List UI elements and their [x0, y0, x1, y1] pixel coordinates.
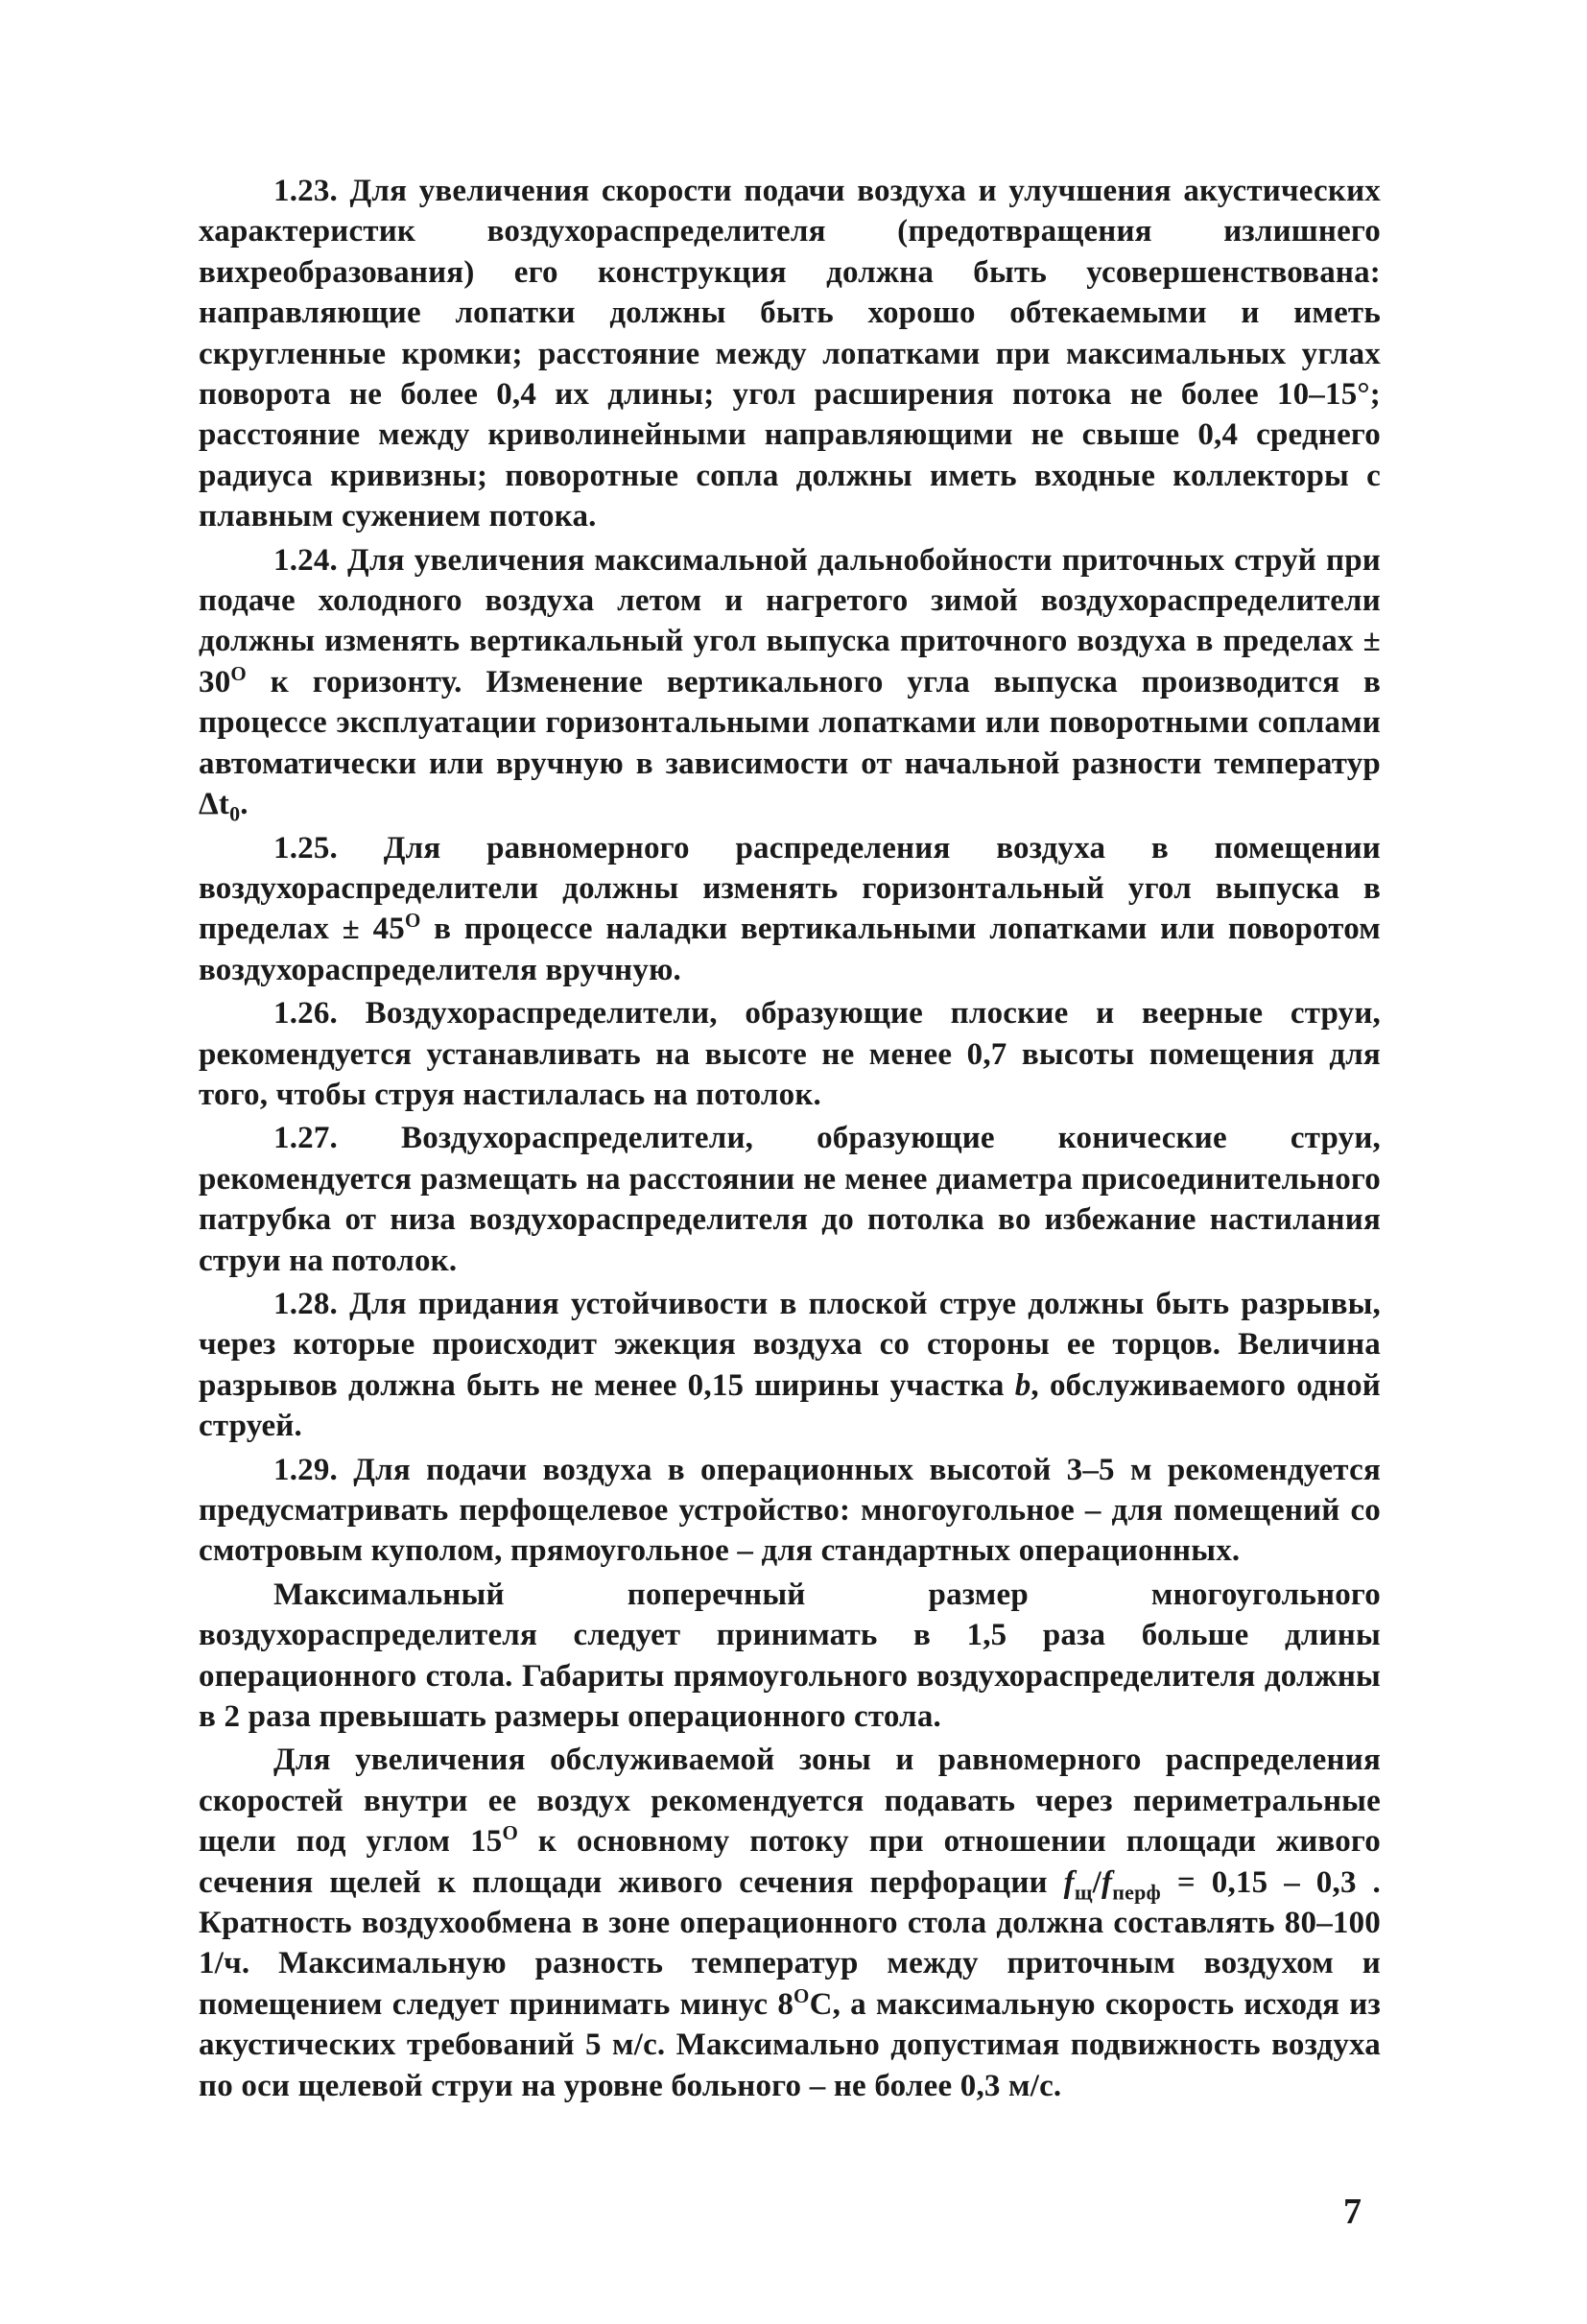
page-number: 7 [1343, 2192, 1362, 2232]
paragraph-number: 1.25. [273, 830, 338, 866]
paragraph-1-28 [199, 1284, 1381, 1447]
paragraph-text: С, а максимальную скорость исходя из акустических требований 5 м/с. Максимально допустимая подвижность воздуха по оси щелевой струи на уровне больного – не более 0,3 м/с. [199, 1986, 1381, 2103]
paragraph-text: Воздухораспределители, образующие конические струи, рекомендуется размещать на расстоянии не менее диаметра присоединительного патрубка от низа воздухораспределителя до потолка во избежание настилания струи на потолок. [199, 1121, 1382, 1278]
paragraph-text: Для увеличения максимальной дальнобойности приточных струй при подаче холодного воздуха летом и нагретого зимой воздухораспределители должны изменять вертикальный угол выпуска приточного воздуха в пределах ± 30 [199, 542, 1382, 700]
formula-value: = 0,15 – 0,3 . [1160, 1864, 1381, 1900]
formula-slash: / [1092, 1864, 1102, 1900]
variable-b: b [1014, 1367, 1031, 1403]
formula-f-slot: f [1063, 1864, 1075, 1900]
paragraph-text: к основному потоку при отношении площади живого сечения щелей к площади живого сечения перфорации [199, 1824, 1381, 1900]
paragraph-max-size [199, 1575, 1381, 1738]
paragraph-number: 1.29. [273, 1452, 338, 1487]
formula-subscript-slot: щ [1074, 1880, 1093, 1905]
paragraph-number: 1.27. [273, 1121, 338, 1156]
paragraph-1-23 [199, 171, 1381, 537]
paragraph-text: Для подачи воздуха в операционных высотой 3–5 м рекомендуется предусматривать перфощелевое устройство: многоугольное – для помещений со смотровым куполом, прямоугольное – для стандартных операционных. [199, 1452, 1381, 1569]
paragraph-text: Для равномерного распределения воздуха в помещении воздухораспределители должны изменять горизонтальный угол выпуска в пределах ± 45 [199, 830, 1381, 947]
paragraph-text: Воздухораспределители, образующие плоские и веерные струи, рекомендуется устанавливать на высоте не менее 0,7 высоты помещения для того, чтобы струя настилалась на потолок. [199, 996, 1381, 1112]
paragraph-number: 1.24. [273, 542, 338, 578]
paragraph-text: Кратность воздухообмена в зоне операционного стола должна составлять 80–100 1/ч. Максимальную разность температур между приточным воздухом и помещением следует принимать минус 8 [199, 1906, 1381, 2022]
degree-mark: O [794, 1983, 810, 2007]
degree-mark: O [230, 661, 247, 685]
paragraph-1-29 [199, 1450, 1381, 1572]
paragraph-text: к горизонту. Изменение вертикального угла выпуска производится в процессе эксплуатации горизонтальными лопатками или поворотными соплами автоматически или вручную в зависимости от начальной разности температур Δt [199, 664, 1381, 822]
paragraph-1-25 [199, 828, 1381, 991]
paragraph-text: Для увеличения обслуживаемой зоны и равномерного распределения скоростей внутри ее воздух рекомендуется подавать через периметральные щели под углом 15 [199, 1743, 1381, 1860]
paragraph-service-zone [199, 1740, 1381, 2106]
paragraph-number: 1.23. [273, 174, 338, 208]
paragraph-1-27 [199, 1118, 1381, 1281]
paragraph-text: Максимальный поперечный размер многоугольного воздухораспределителя следует принимать в 1,5 раза больше длины операционного стола. Габариты прямоугольного воздухораспределителя должны в 2 раза превышать размеры операционного стола. [199, 1577, 1381, 1735]
paragraph-number: 1.28. [273, 1286, 338, 1321]
paragraph-text: , обслуживаемого одной струей. [199, 1367, 1381, 1444]
formula-subscript-perf: перф [1112, 1880, 1161, 1905]
document-body [199, 171, 1381, 2109]
paragraph-text: . [240, 787, 249, 822]
paragraph-1-24 [199, 540, 1381, 825]
paragraph-text: Для придания устойчивости в плоской струе должны быть разрывы, через которые происходит эжекция воздуха со стороны ее торцов. Величина разрывов должна быть не менее 0,15 ширины участка [199, 1286, 1381, 1403]
subscript: 0 [229, 801, 241, 826]
degree-mark: O [405, 909, 421, 933]
paragraph-text: Для увеличения скорости подачи воздуха и улучшения акустических характеристик воздухораспределителя (предотвращения излишнего вихреобразования) его конструкция должна быть усовершенствована: направляющие лопатки должны быть хорошо обтекаемыми и иметь скругленные кромки; расстояние между лопатками при максимальных углах поворота не более 0,4 их длины; угол расширения потока не более 10–15°; расстояние между криволинейными направляющими не свыше 0,4 среднего радиуса кривизны; поворотные сопла должны иметь входные коллекторы с плавным сужением потока. [199, 174, 1381, 534]
formula-f-perf: f [1101, 1864, 1113, 1900]
paragraph-1-26 [199, 993, 1381, 1115]
paragraph-text: в процессе наладки вертикальными лопатками или поворотом воздухораспределителя вручную. [199, 912, 1381, 987]
degree-mark: O [502, 1821, 519, 1845]
paragraph-number: 1.26. [273, 996, 338, 1032]
